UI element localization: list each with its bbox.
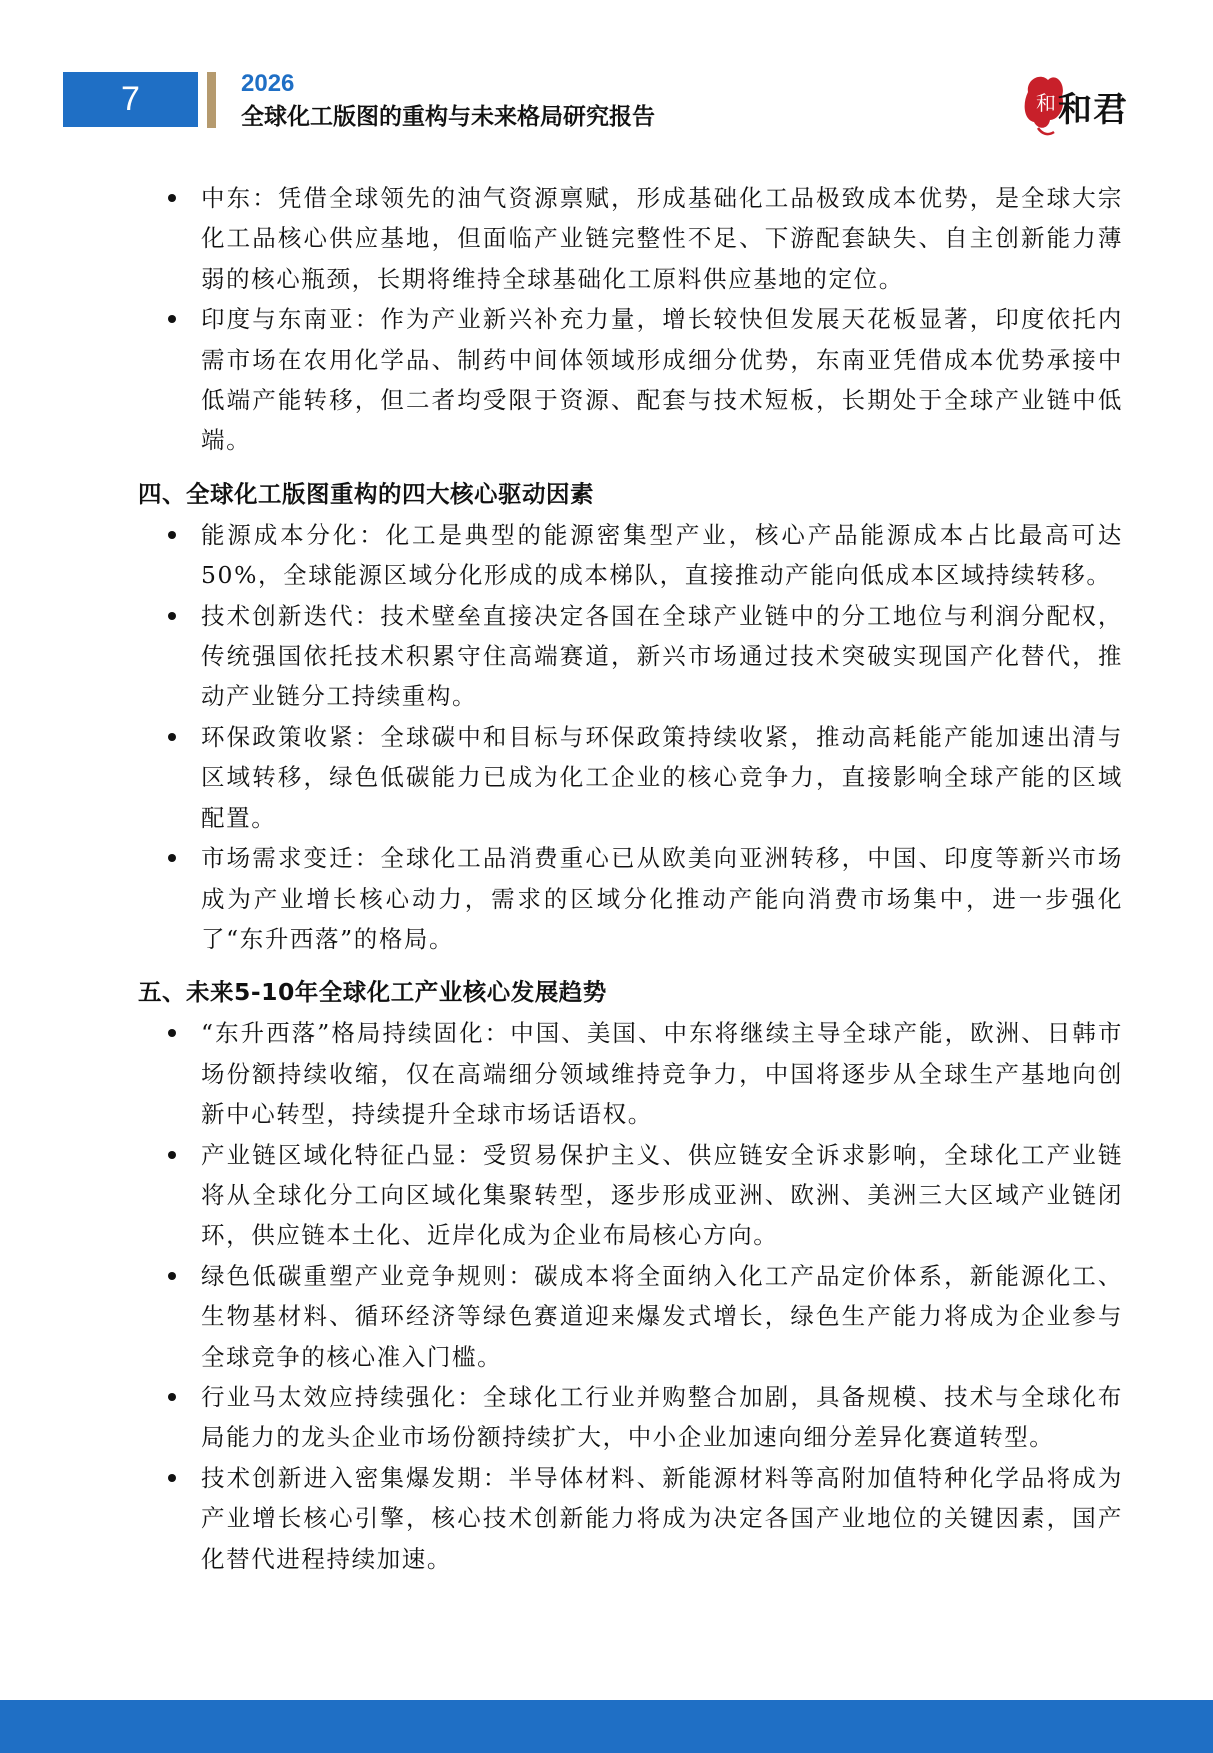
bullet-text: 能源成本分化：化工是典型的能源密集型产业，核心产品能源成本占比最高可达50%，全球能源区域分化形成的成本梯队，直接推动产能向低成本区域持续转移。 — [201, 520, 1123, 590]
bullet-text: “东升西落”格局持续固化：中国、美国、中东将继续主导全球产能，欧洲、日韩市场份额持续收缩，仅在高端细分领域维持竞争力，中国将逐步从全球生产基地向创新中心转型，持续提升全球市场话语权。 — [201, 1019, 1123, 1129]
bullet-icon — [168, 1272, 176, 1280]
report-year: 2026 — [241, 70, 295, 97]
bullet-text: 环保政策收紧：全球碳中和目标与环保政策持续收紧，推动高耗能产能加速出清与区域转移，绿色低碳能力已成为化工企业的核心竞争力，直接影响全球产能的区域配置。 — [201, 722, 1123, 832]
section-heading: 五、未来5-10年全球化工产业核心发展趋势 — [138, 978, 607, 1007]
page-number: 7 — [63, 72, 198, 127]
bullet-icon — [168, 1393, 176, 1401]
bullet-text: 中东：凭借全球领先的油气资源禀赋，形成基础化工品极致成本优势，是全球大宗化工品核心供应基地，但面临产业链完整性不足、下游配套缺失、自主创新能力薄弱的核心瓶颈，长期将维持全球基础化工原料供应基地的定位。 — [201, 184, 1123, 293]
bullet-text: 印度与东南亚：作为产业新兴补充力量，增长较快但发展天花板显著，印度依托内需市场在农用化学品、制药中间体领域形成细分优势，东南亚凭借成本优势承接中低端产能转移，但二者均受限于资源、配套与技术短板，长期处于全球产业链中低端。 — [201, 305, 1123, 455]
bullet-icon — [168, 612, 176, 620]
list-item — [168, 515, 1123, 596]
bullet-text: 绿色低碳重塑产业竞争规则：碳成本将全面纳入化工产品定价体系，新能源化工、生物基材料、循环经济等绿色赛道迎来爆发式增长，绿色生产能力将成为企业参与全球竞争的核心准入门槛。 — [201, 1261, 1123, 1371]
list-item — [168, 596, 1123, 717]
header-divider — [207, 72, 216, 128]
bullet-text: 产业链区域化特征凸显：受贸易保护主义、供应链安全诉求影响，全球化工产业链将从全球化分工向区域化集聚转型，逐步形成亚洲、欧洲、美洲三大区域产业链闭环，供应链本土化、近岸化成为企业布局核心方向。 — [201, 1140, 1123, 1250]
brand-name: 和君 — [1058, 90, 1128, 130]
list-item — [168, 1458, 1123, 1579]
bullet-text: 行业马太效应持续强化：全球化工行业并购整合加剧，具备规模、技术与全球化布局能力的龙头企业市场份额持续扩大，中小企业加速向细分差异化赛道转型。 — [201, 1382, 1123, 1452]
list-item — [168, 838, 1123, 959]
bullet-text: 技术创新进入密集爆发期：半导体材料、新能源材料等高附加值特种化学品将成为产业增长核心引擎，核心技术创新能力将成为决定各国产业地位的关键因素，国产化替代进程持续加速。 — [201, 1463, 1123, 1573]
bullet-icon — [168, 531, 176, 539]
bullet-icon — [168, 315, 176, 323]
list-item — [168, 178, 1123, 299]
bullet-icon — [168, 854, 176, 862]
section-heading: 四、全球化工版图重构的四大核心驱动因素 — [138, 479, 594, 508]
footer-bar — [0, 1700, 1213, 1753]
list-item — [168, 1256, 1123, 1377]
bullet-text: 市场需求变迁：全球化工品消费重心已从欧美向亚洲转移，中国、印度等新兴市场成为产业增长核心动力，需求的区域分化推动产能向消费市场集中，进一步强化了“东升西落”的格局。 — [201, 844, 1123, 953]
bullet-icon — [168, 1474, 176, 1482]
list-item — [168, 1013, 1123, 1134]
seal-character: 和 — [1036, 91, 1056, 115]
report-title: 全球化工版图的重构与未来格局研究报告 — [241, 104, 655, 130]
list-item — [168, 1377, 1123, 1458]
list-item — [168, 1135, 1123, 1256]
list-item — [168, 717, 1123, 838]
bullet-icon — [168, 733, 176, 741]
bullet-icon — [168, 194, 176, 202]
bullet-icon — [168, 1151, 176, 1159]
page-content — [0, 178, 1213, 1579]
bullet-icon — [168, 1029, 176, 1037]
list-item — [168, 299, 1123, 461]
bullet-text: 技术创新迭代：技术壁垒直接决定各国在全球产业链中的分工地位与利润分配权，传统强国依托技术积累守住高端赛道，新兴市场通过技术突破实现国产化替代，推动产业链分工持续重构。 — [201, 601, 1123, 711]
